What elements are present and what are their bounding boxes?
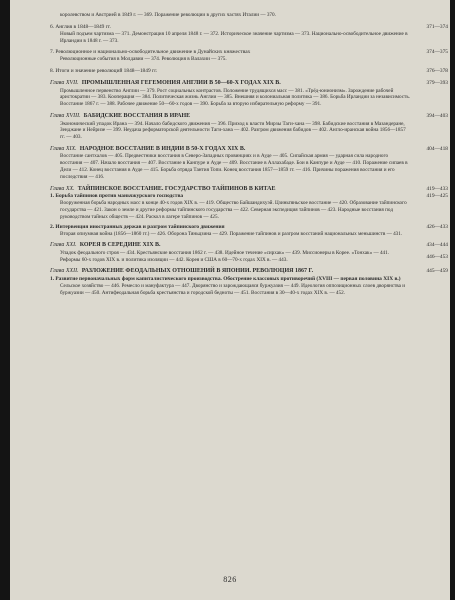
page-range: 394—403 [426, 113, 448, 120]
subsection-title: 1. Развитие первоначальных форм капиталистического производства. Обострение классовых противоречий (XVIII — первая половина XIX в.) [50, 275, 401, 282]
chapter-heading [50, 268, 410, 276]
item-title: 7. Революционное и национально-освободительное движение в Дунайских княжествах [50, 49, 251, 56]
page-range: 426—433 [426, 223, 448, 230]
page-range: 371—374 [426, 23, 448, 30]
chapter-title: РАЗЛОЖЕНИЕ ФЕОДАЛЬНЫХ ОТНОШЕНИЙ В ЯПОНИИ. РЕВОЛЮЦИЯ 1867 Г. [81, 268, 314, 275]
chapter-heading [50, 242, 410, 250]
toc-item-8 [50, 68, 448, 75]
chapter-title: ТАЙПИНСКОЕ ВОССТАНИЕ. ГОСУДАРСТВО ТАЙПИНОВ В КИТАЕ [77, 185, 276, 192]
chapter-heading [50, 113, 410, 121]
entry-description: Упадок феодального строя — 434. Крестьянские восстания 1862 г. — 438. Идейное течение «сирхак» — 439. Миссионеры в Корее. «Тонхак» — 441. Реформы 60-х годов XIX в. и политика изоляции — 442. Корея и США в 60—70-х годах XIX в. — 443. [60, 249, 390, 263]
page-range: 419—433 [426, 185, 448, 192]
toc-subsection [50, 223, 448, 238]
toc-continuation [50, 12, 410, 19]
chapter-title: НАРОДНОЕ ВОССТАНИЕ В ИНДИИ В 50-Х ГОДАХ XIX В. [79, 145, 246, 152]
toc-chapter-19 [50, 145, 448, 181]
entry-description: Новый подъем чартизма — 371. Демонстрация 10 апреля 1848 г. — 372. Историческое значение чартизма — 373. Национально-освободительное движение в Ирландии в 1848 г. — 373. [60, 30, 408, 44]
chapter-number: Глава XVIII. [50, 113, 81, 120]
item-title: 8. Итоги и значение революций 1848—1849 гг. [50, 68, 158, 75]
entry-description: Промышленное первенство Англии — 379. Рост социальных контрастов. Положение трудящихся масс — 381. «Трёд-юнионизм». Зарождение рабочей аристократии — 383. Кооперация — 384. Политическая жизнь Англии — 385. Внешняя и колониальная политика — 386. Борьба Ирландии за независимость. Восстание 1867 г. — 388. Рабочее движение 50—60-х годов — 390. Борьба за вторую избирательную реформу — 391. [60, 87, 410, 108]
page-range: 379—393 [426, 80, 448, 87]
item-title: 6. Англия в 1848—1849 гг. [50, 23, 111, 30]
entry-description: королевством и Австрией в 1849 г. — 369. Поражение революции в других частях Италии — 370. [60, 12, 276, 18]
entry-description: Восстание сантхалов — 405. Предвестники восстания в Северо-Западных провинциях и в Ауде — 405. Сипайская армия — ударная сила народного восстания — 407. Начало восстания — 407. Восстание в Канпуре и Ауде — 409. Восстание в Аллахабаде. Бои в Канпуре и Ауде — 410. Поражение сипаев в Дели — 412. Конец восстания в Ауде — 415. Борьба отряда Тантия Топи. Конец восстания 1857—1859 гг. — 416. Причины поражения восстания и его последствия — 416. [60, 153, 408, 180]
toc-chapter-17 [50, 80, 448, 108]
page-range: 446—453 [426, 253, 448, 260]
subsection-title: 1. Борьба тайпинов против маньчжурского господства [50, 193, 184, 200]
page-range: 404—418 [426, 145, 448, 152]
entry-description: Вторая опиумная война (1856—1860 гг.) — 426. Оборона Тяньцзина — 429. Поражение тайпинов и разгром восстаний национальных меньшинств — 431. [60, 230, 403, 237]
page-range: 434—444 [426, 242, 448, 249]
toc-subsection [50, 193, 448, 220]
toc-chapter-20 [50, 185, 448, 238]
entry-description: Сельское хозяйство — 446. Ремесло и мануфактура — 447. Дворянство и зарождающаяся буржуазия — 449. Идеология оппозиционных слоев дворянства и буржуазии — 450. Антифеодальная борьба крестьянства и городской бедноты — 451. Восстания в 30—40-х годах XIX в. — 452. [60, 282, 406, 296]
chapter-number: Глава XX. [50, 185, 75, 192]
chapter-heading [50, 80, 410, 88]
entry-description: Революционные события в Молдавии — 374. Революция в Валахии — 375. [60, 56, 227, 63]
chapter-title: БАБИДСКИЕ ВОССТАНИЯ В ИРАНЕ [83, 113, 191, 120]
page-range: 374—375 [426, 49, 448, 56]
book-page [10, 0, 450, 600]
chapter-number: Глава XVII. [50, 80, 79, 87]
chapter-number: Глава XXI. [50, 242, 77, 249]
chapter-title: КОРЕЯ В СЕРЕДИНЕ XIX В. [79, 242, 161, 249]
page-range: 419—425 [426, 193, 448, 200]
chapter-number: Глава XIX. [50, 145, 77, 152]
toc-item-7 [50, 49, 448, 63]
chapter-number: Глава XXII. [50, 268, 79, 275]
page-range: 445—459 [426, 268, 448, 275]
subsection-title: 2. Интервенция иностранных держав и разгром тайпинского движения [50, 223, 225, 230]
entry-description: Вооруженная борьба народных масс в конце 40-х годов XIX в. — 419. Общество Байшандихуэй. Цзиньтяньское восстание — 420. Образование тайпинского государства — 421. Закон о земле и другие реформы тайпинского государства — 422. Северная экспедиция тайпинов — 423. Народные восстания под руководством тайных обществ — 424. Раскол в лагере тайпинов — 425. [60, 200, 407, 220]
toc-chapter-18 [50, 113, 448, 141]
toc-item-6 [50, 23, 448, 45]
page-number: 826 [223, 575, 237, 584]
chapter-title: ПРОМЫШЛЕННАЯ ГЕГЕМОНИЯ АНГЛИИ В 50—60-Х ГОДАХ XIX В. [81, 80, 281, 87]
page-range: 376—378 [426, 68, 448, 75]
entry-description: Экономический упадок Ирана — 394. Начало бабидского движения — 396. Приход к власти Мирзы Таги-хана — 398. Бабидские восстания в Мазандеране, Зенджане и Нейризе — 399. Неудача реформаторской деятельности Таги-хана — 402. Разгром движения бабидов — 402. Англо-иранская война 1856—1857 гг. — 403. [60, 120, 406, 141]
table-of-contents [50, 12, 448, 302]
